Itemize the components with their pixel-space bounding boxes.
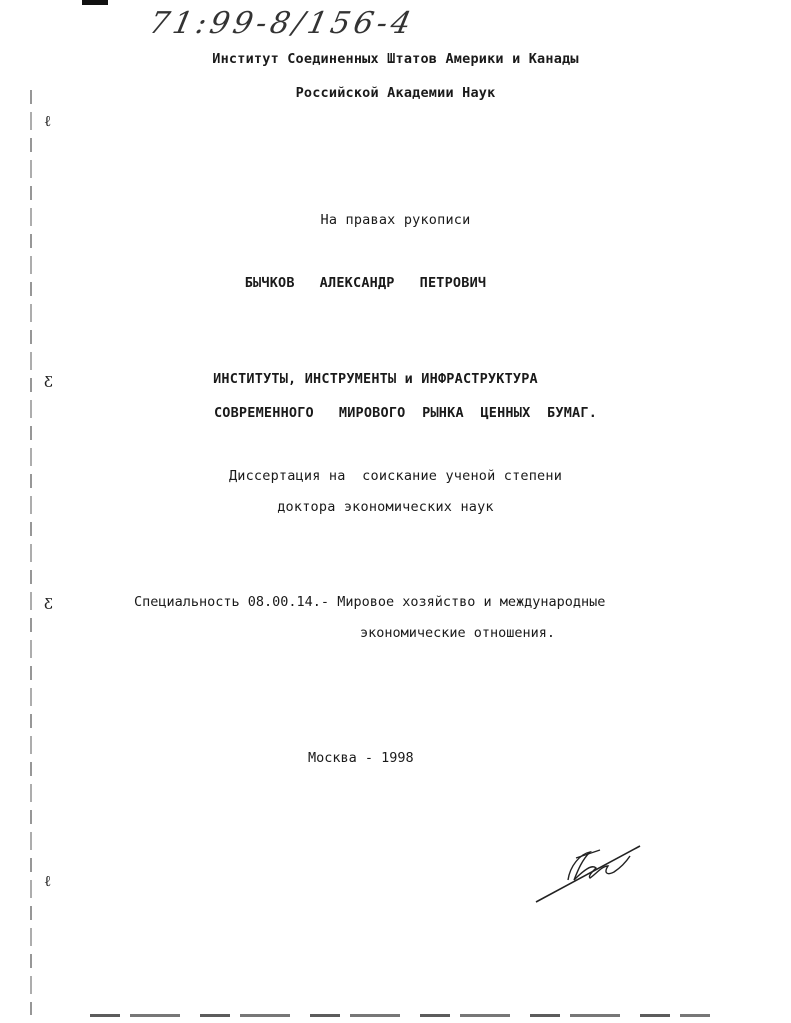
city-year: Москва - 1998 — [308, 750, 414, 766]
rights-note: На правах рукописи — [320, 212, 471, 228]
scan-artifact — [82, 0, 108, 5]
edge-mark: ℓ — [44, 872, 52, 890]
edge-mark: ƹ — [44, 370, 53, 388]
edge-mark: ℓ — [44, 112, 52, 130]
scan-bottom-edge — [90, 1014, 710, 1017]
dissertation-title-line-2: СОВРЕМЕННОГО МИРОВОГО РЫНКА ЦЕННЫХ БУМАГ. — [213, 405, 598, 421]
academy-name: Российской Академии Наук — [295, 85, 496, 101]
degree-line-1: Диссертация на соискание ученой степени — [228, 468, 563, 484]
binding-edge — [30, 90, 32, 1015]
dissertation-title-line-1: ИНСТИТУТЫ, ИНСТРУМЕНТЫ и ИНФРАСТРУКТУРА — [213, 371, 538, 387]
degree-line-2: доктора экономических наук — [277, 499, 494, 515]
signature-image — [530, 836, 650, 908]
author-name: БЫЧКОВ АЛЕКСАНДР ПЕТРОВИЧ — [244, 275, 487, 291]
edge-mark: ƹ — [44, 592, 53, 610]
specialty-line-2: экономические отношения. — [360, 625, 556, 641]
handwritten-archive-code: 71:99-8/156-4 — [146, 6, 419, 41]
specialty-line-1: Специальность 08.00.14.- Мировое хозяйство и международные — [134, 594, 606, 610]
institute-name: Институт Соединенных Штатов Америки и Канады — [212, 51, 579, 67]
